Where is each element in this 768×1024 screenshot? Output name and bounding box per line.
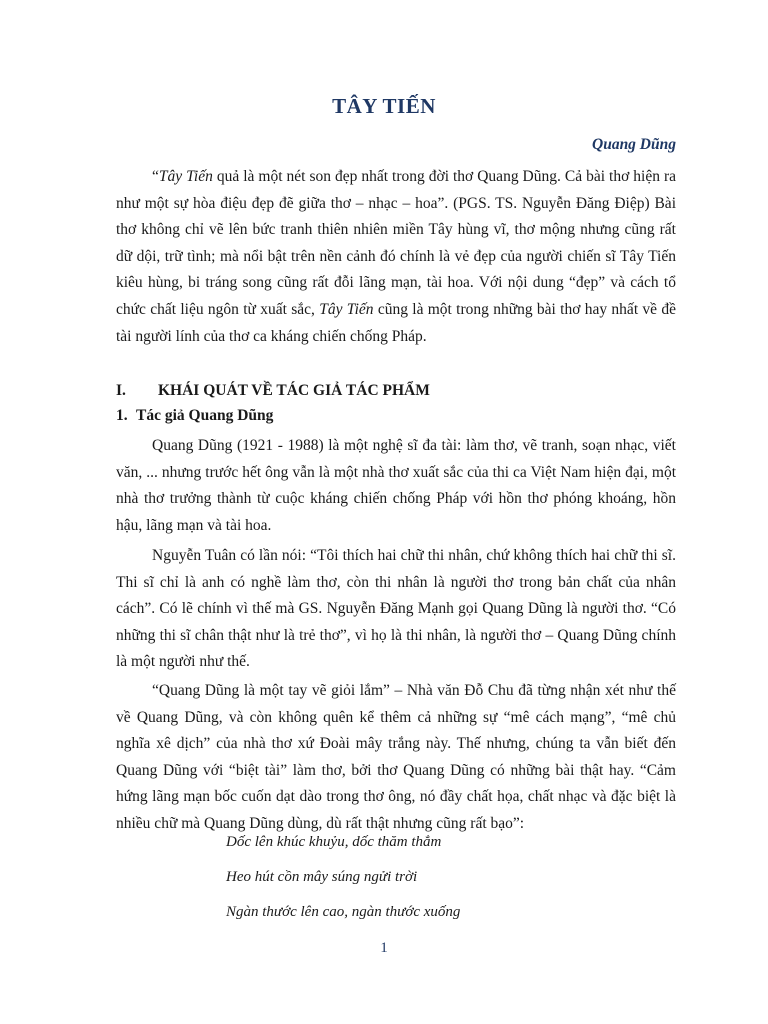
verse-line: Ngàn thước lên cao, ngàn thước xuống (226, 904, 461, 920)
intro-paragraph (116, 164, 676, 350)
body-paragraph: Quang Dũng (1921 - 1988) là một nghệ sĩ đa tài: làm thơ, vẽ tranh, soạn nhạc, viết văn, ... nhưng trước hết ông vẫn là một nhà thơ xuất sắc của thi ca Việt Nam hiện đại, một nhà thơ trưởng thành từ cuộc kháng chiến chống Pháp với hồn thơ phóng khoáng, hồn hậu, lãng mạn và tài hoa. (116, 437, 676, 534)
page-number: 1 (380, 940, 388, 956)
section-number: I. (116, 382, 126, 399)
intro-italic-title-1: Tây Tiến (158, 168, 213, 185)
section-title: KHÁI QUÁT VỀ TÁC GIẢ TÁC PHẨM (158, 382, 430, 399)
verse-line: Dốc lên khúc khuỷu, dốc thăm thẳm (226, 834, 442, 850)
page-title: TÂY TIẾN (332, 94, 436, 118)
intro-open-quote: “ (152, 168, 159, 185)
subsection-title: Tác giả Quang Dũng (136, 407, 274, 424)
body-paragraph: Nguyễn Tuân có lần nói: “Tôi thích hai chữ thi nhân, chứ không thích hai chữ thi sĩ. Thi sĩ chỉ là anh có nghề làm thơ, còn thi nhân là người thơ trong bản chất của nhân cách”. Có lẽ chính vì thế mà GS. Nguyễn Đăng Mạnh gọi Quang Dũng là người thơ. “Có những thi sĩ chân thật như là trẻ thơ”, vì họ là thi nhân, là người thơ – Quang Dũng chính là một người như thế. (116, 547, 676, 671)
subsection-number: 1. (116, 407, 128, 424)
verse-line: Heo hút cồn mây súng ngửi trời (226, 869, 418, 885)
intro-italic-title-2: Tây Tiến (319, 300, 374, 318)
subsection-heading (116, 407, 273, 425)
author-name: Quang Dũng (592, 136, 676, 153)
section-heading (116, 382, 430, 400)
intro-text-1: quả là một nét son đẹp nhất trong đời thơ Quang Dũng. Cả bài thơ hiện ra như một sự hòa điệu đẹp đẽ giữa thơ – nhạc – hoa”. (PGS. TS. Nguyễn Đăng Điệp) Bài thơ không chỉ vẽ lên bức tranh thiên nhiên miền Tây hùng vĩ, thơ mộng nhưng cũng rất dữ dội, trữ tình; mà nổi bật trên nền cảnh đó chính là vẻ đẹp của người chiến sĩ Tây Tiến kiêu hùng, bi tráng song cũng rất đỗi lãng mạn, tài hoa. Với nội dung “đẹp” và cách tổ chức chất liệu ngôn từ xuất sắc, (116, 168, 676, 318)
intro-text-2: cũng là một trong những bài thơ hay nhất về đề tài người lính của thơ ca kháng chiến chống Pháp. (116, 300, 677, 345)
body-paragraph: “Quang Dũng là một tay vẽ giỏi lắm” – Nhà văn Đỗ Chu đã từng nhận xét như thế về Quang Dũng, và còn không quên kể thêm cả những sự “mê cách mạng”, “mê chủ nghĩa xê dịch” của nhà thơ xứ Đoài mây trắng này. Thế nhưng, chúng ta vẫn biết đến Quang Dũng với “biệt tài” làm thơ, bởi thơ Quang Dũng có những bài thật hay. “Cảm hứng lãng mạn bốc cuốn dạt dào trong thơ ông, nó đầy chất họa, chất nhạc và đặc biệt là nhiều chữ mà Quang Dũng dùng, dù rất thật nhưng cũng rất bạo”: (116, 682, 676, 832)
